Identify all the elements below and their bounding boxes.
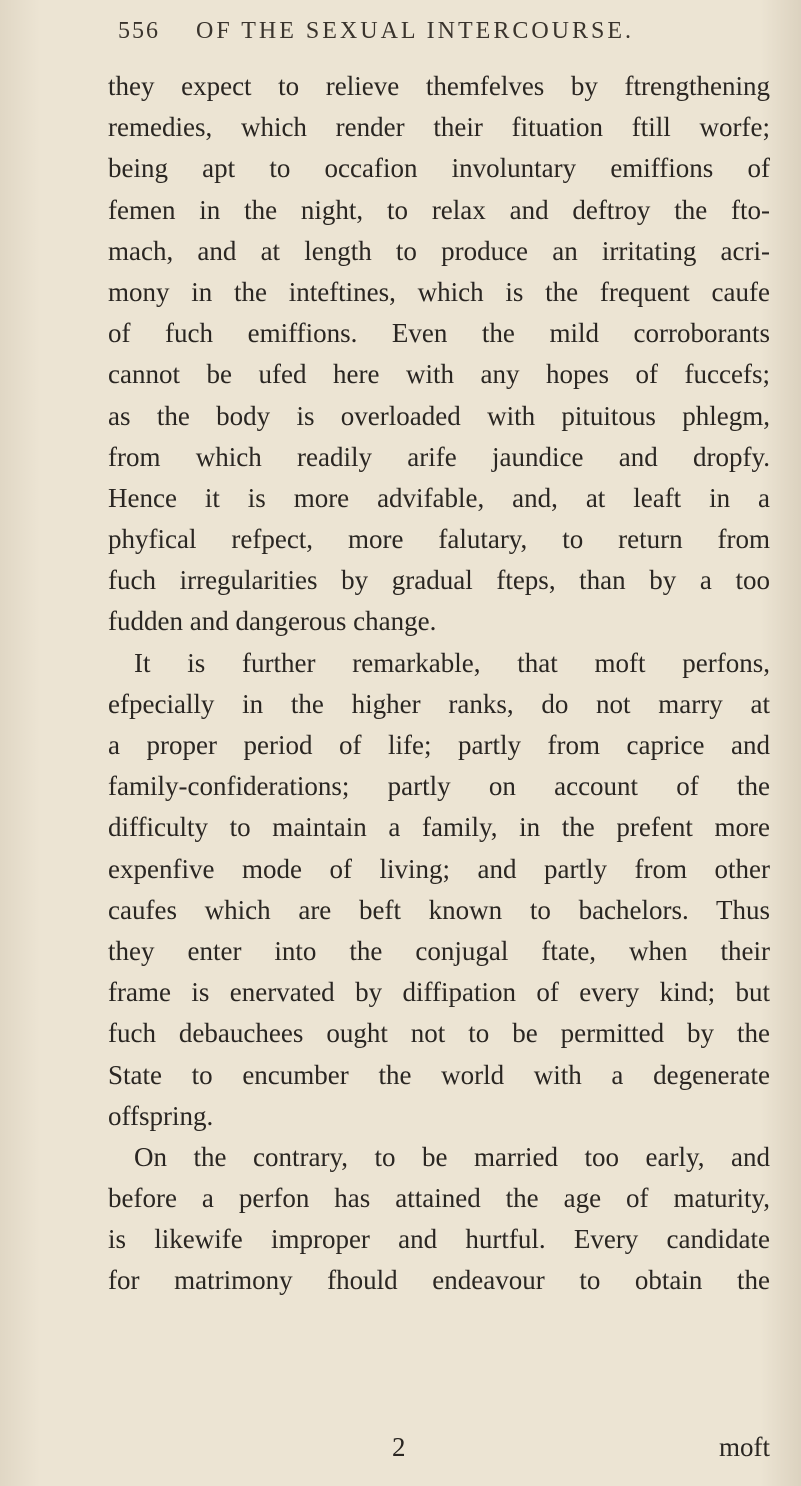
- text-line: they expect to relieve themfelves by ftrengthening: [108, 71, 770, 101]
- text-line: frame is enervated by diffipation of every kind; but: [108, 977, 770, 1008]
- text-line: remedies, which render their fituation ftill worfe;: [108, 112, 770, 143]
- text-line: cannot be ufed here with any hopes of fuccefs;: [108, 359, 770, 390]
- signature-mark: 2: [392, 1432, 406, 1462]
- text-line: On the contrary, to be married too early, and: [134, 1141, 770, 1172]
- text-line: as the body is overloaded with pituitous phlegm,: [108, 400, 770, 431]
- text-line: is likewife improper and hurtful. Every candidate: [108, 1224, 770, 1255]
- catchword: moft: [719, 1432, 770, 1462]
- text-line: fuch irregularities by gradual fteps, than by a too: [108, 565, 770, 596]
- text-line: femen in the night, to relax and deftroy the fto-: [108, 194, 770, 225]
- text-line: they enter into the conjugal ftate, when their: [108, 935, 770, 966]
- text-line: mach, and at length to produce an irritating acri-: [108, 235, 770, 266]
- page-footer: [108, 1432, 770, 1472]
- text-line: offspring.: [108, 1100, 214, 1131]
- text-line: caufes which are beft known to bachelors. Thus: [108, 894, 770, 925]
- text-line: being apt to occafion involuntary emiffions of: [108, 153, 770, 184]
- text-line: a proper period of life; partly from caprice and: [108, 730, 770, 760]
- text-line: State to encumber the world with a degenerate: [108, 1059, 770, 1090]
- text-line: It is further remarkable, that moft perfons,: [134, 647, 770, 678]
- text-line: for matrimony fhould endeavour to obtain the: [108, 1265, 770, 1296]
- text-line: family-confiderations; partly on account of the: [108, 771, 770, 802]
- text-line: from which readily arife jaundice and dropfy.: [108, 441, 770, 472]
- text-line: before a perfon has attained the age of maturity,: [108, 1183, 770, 1214]
- page-number: 556: [118, 18, 160, 44]
- body-text: [108, 66, 770, 1302]
- text-line: Hence it is more advifable, and, at leaft in a: [108, 482, 770, 513]
- text-line: efpecially in the higher ranks, do not marry at: [108, 688, 770, 719]
- text-line: mony in the inteftines, which is the frequent caufe: [108, 276, 770, 307]
- text-line: phyfical refpect, more falutary, to return from: [108, 524, 770, 555]
- text-line: expenfive mode of living; and partly from other: [108, 853, 770, 884]
- text-line: fudden and dangerous change.: [108, 606, 437, 637]
- text-line: difficulty to maintain a family, in the prefent more: [108, 812, 770, 843]
- running-head: [118, 18, 738, 62]
- text-line: fuch debauchees ought not to be permitted by the: [108, 1018, 770, 1049]
- running-title: OF THE SEXUAL INTERCOURSE.: [196, 18, 635, 44]
- text-line: of fuch emiffions. Even the mild corroborants: [108, 318, 770, 349]
